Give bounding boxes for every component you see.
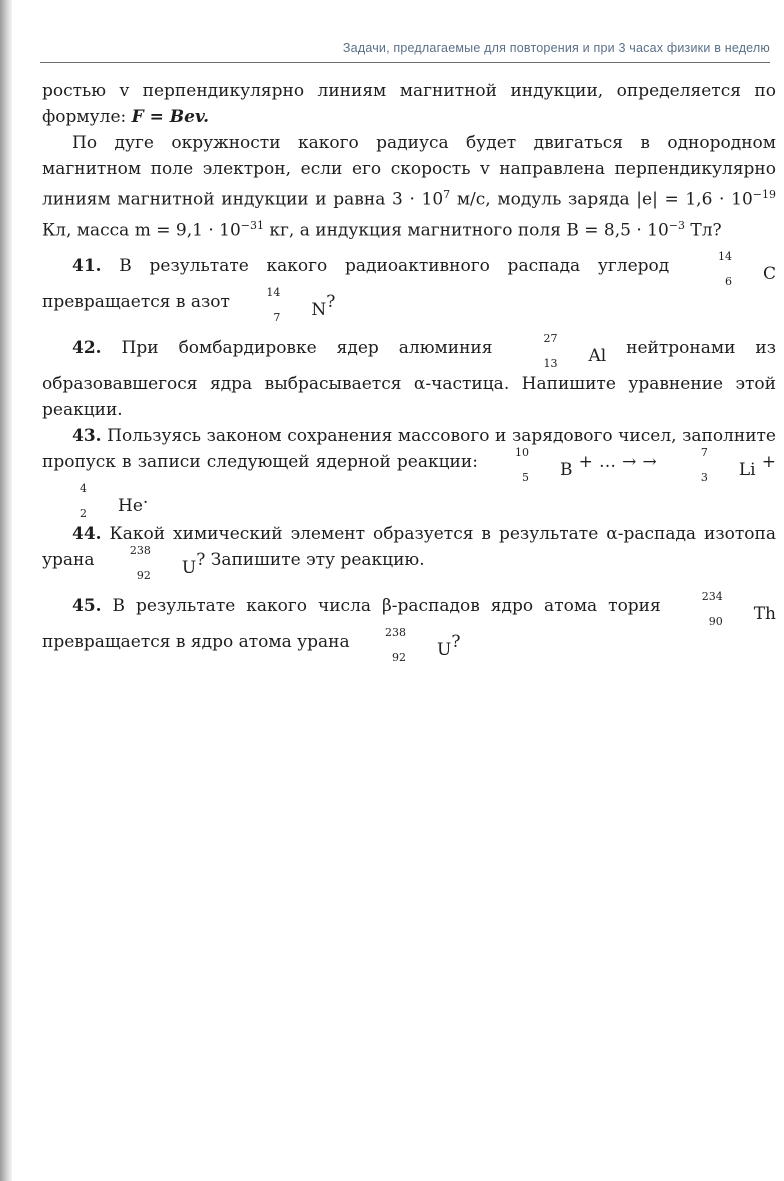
text-part: + … → → (572, 452, 663, 473)
element-symbol: N (311, 300, 327, 321)
paragraph-continuation (42, 78, 776, 130)
mass-number: 27 (543, 332, 558, 346)
text-part: нейтронами из образовавшегося ядра выбрасывается α-частица. Напишите уравнение этой реакции. (42, 338, 776, 421)
text-part: В результате какого радиоактивного распада углерод (101, 256, 687, 277)
text-part: кг, а индукция магнитного поля B = 8,5 · 10 (263, 220, 669, 241)
nuclide-aluminium-27 (512, 332, 607, 371)
mass-number: 14 (717, 250, 732, 264)
problem-44 (42, 521, 776, 583)
problem-number: 44. (72, 524, 102, 545)
exponent: 7 (443, 188, 451, 201)
element-symbol: C (762, 264, 776, 285)
text-part: По дуге окружности какого радиуса будет двигаться в однородном магнитном поле электрон, если его скорость v направлена перпендикулярно линиям магнитной индукции и равна 3 · 10 (42, 133, 776, 210)
formula-lorentz: F = Bev. (131, 107, 210, 127)
atomic-number: 90 (708, 615, 723, 629)
exponent: −3 (668, 218, 685, 232)
mass-number: 238 (129, 544, 151, 558)
problem-number: 43. (72, 426, 102, 447)
element-symbol: U (437, 640, 452, 661)
text-part: превращается в ядро атома урана (42, 632, 356, 653)
atomic-number: 13 (543, 357, 558, 371)
header-rule (40, 62, 770, 63)
problem-number: 42. (72, 338, 102, 359)
atomic-number: 2 (80, 507, 87, 521)
text-part: При бомбардировке ядер алюминия (101, 338, 513, 359)
paragraph-text: ростью v перпендикулярно линиям магнитной индукции, определяется по формуле: (42, 81, 776, 127)
text-part: Кл, масса m = 9,1 · 10 (42, 220, 241, 241)
nuclide-nitrogen-14 (235, 286, 327, 325)
text-part: В результате какого числа β-распадов ядро атома тория (101, 596, 672, 617)
exponent: −19 (752, 188, 776, 201)
element-symbol: Al (588, 346, 607, 367)
mass-number: 10 (515, 446, 530, 460)
problem-42 (42, 332, 776, 423)
problem-number: 45. (72, 596, 102, 617)
element-symbol: B (560, 460, 573, 481)
element-symbol: He (118, 496, 143, 517)
problem-43 (42, 423, 776, 521)
text-part: Тл? (685, 220, 722, 241)
mass-number: 7 (700, 446, 708, 460)
text-part: м/с, модуль заряда |e| = 1,6 · 10 (450, 189, 753, 210)
nuclide-helium-4 (42, 482, 143, 521)
atomic-number: 3 (700, 471, 708, 485)
nuclide-boron-10 (484, 446, 573, 485)
text-part: + (755, 452, 776, 473)
mass-number: 234 (701, 590, 723, 604)
problem-41 (42, 250, 776, 325)
text-part: Какой химический элемент образуется в результате α-распада изотопа урана (42, 524, 776, 571)
problem-electron-radius (42, 130, 776, 243)
text-part: ? Запишите эту реакцию. (196, 550, 425, 571)
problem-45 (42, 590, 776, 665)
nuclide-lithium-7 (663, 446, 756, 485)
mass-number: 238 (385, 626, 407, 640)
book-spine-shadow (0, 0, 12, 1181)
text-part: Пользуясь законом сохранения массового и зарядового чисел, заполните пропуск в записи следующей ядерной реакции: (42, 426, 776, 473)
atomic-number: 92 (392, 651, 407, 665)
nuclide-thorium-234 (672, 590, 776, 629)
nuclide-uranium-238 (355, 626, 452, 665)
nuclide-uranium-238 (100, 544, 197, 583)
exponent: −31 (240, 218, 264, 232)
element-symbol: Li (738, 460, 756, 481)
element-symbol: Th (753, 604, 776, 625)
text-part: ? (326, 292, 336, 313)
text-part: превращается в азот (42, 292, 236, 313)
atomic-number: 6 (724, 275, 732, 289)
mass-number: 14 (266, 286, 281, 300)
atomic-number: 7 (273, 311, 281, 325)
running-header: Задачи, предлагаемые для повторения и при 3 часах физики в неделю (342, 41, 770, 55)
text-part: . (142, 488, 149, 509)
nuclide-carbon-14 (687, 250, 776, 289)
mass-number: 4 (80, 482, 87, 496)
text-part: ? (451, 632, 461, 653)
problem-number: 41. (72, 256, 102, 277)
atomic-number: 5 (522, 471, 530, 485)
atomic-number: 92 (136, 569, 151, 583)
element-symbol: U (181, 558, 197, 579)
page-body (42, 78, 776, 665)
